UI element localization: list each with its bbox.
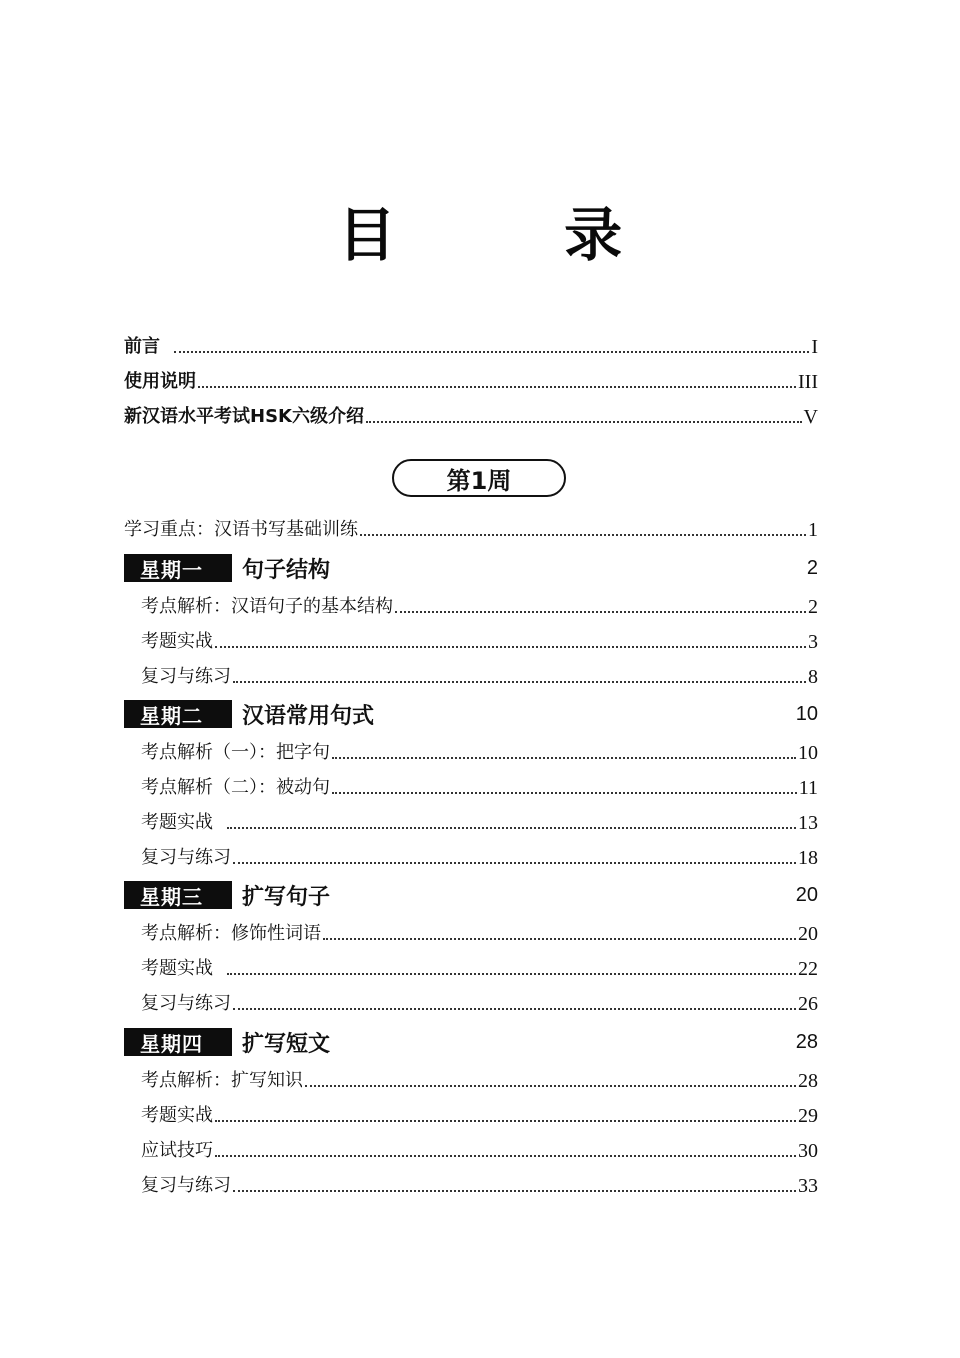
day-tag: 星期四 bbox=[124, 1028, 232, 1056]
toc-entry-label: 考点解析（二）：被动句 bbox=[141, 777, 330, 798]
toc-entry-label: 考题实战 bbox=[141, 812, 213, 833]
leader-dots bbox=[305, 1085, 796, 1087]
leader-dots bbox=[215, 646, 806, 648]
toc-entry[interactable] bbox=[141, 987, 818, 1015]
toc-entry-page: 33 bbox=[798, 1175, 818, 1197]
toc-entry-hsk-intro[interactable] bbox=[124, 400, 818, 428]
day-heading-tuesday[interactable] bbox=[124, 699, 818, 729]
toc-entry[interactable] bbox=[141, 1064, 818, 1092]
day-tag: 星期二 bbox=[124, 700, 232, 728]
toc-entry-page: 28 bbox=[798, 1070, 818, 1092]
leader-dots bbox=[227, 827, 796, 829]
toc-entry-label: 复习与练习 bbox=[141, 993, 231, 1014]
toc-entry[interactable] bbox=[141, 590, 818, 618]
toc-entry-page: 3 bbox=[808, 631, 818, 653]
toc-entry-label: 前言 bbox=[124, 336, 160, 357]
leader-dots bbox=[174, 351, 809, 353]
day-topic: 汉语常用句式 bbox=[242, 703, 375, 729]
toc-entry-page: 18 bbox=[798, 847, 818, 869]
leader-dots bbox=[215, 1120, 796, 1122]
toc-entry-page: 10 bbox=[798, 742, 818, 764]
day-page: 2 bbox=[806, 556, 818, 579]
leader-dots bbox=[395, 611, 806, 613]
toc-entry[interactable] bbox=[141, 660, 818, 688]
toc-entry-label: 考点解析：汉语句子的基本结构 bbox=[141, 596, 393, 617]
toc-entry[interactable] bbox=[141, 841, 818, 869]
toc-entry-page: 1 bbox=[808, 519, 818, 541]
day-tag: 星期三 bbox=[124, 881, 232, 909]
toc-entry[interactable] bbox=[141, 917, 818, 945]
leader-dots bbox=[332, 757, 796, 759]
leader-dots bbox=[323, 938, 796, 940]
leader-dots bbox=[366, 421, 802, 423]
day-topic: 句子结构 bbox=[242, 557, 331, 583]
day-page: 10 bbox=[795, 702, 818, 725]
toc-entry[interactable] bbox=[141, 806, 818, 834]
toc-entry-page: 13 bbox=[798, 812, 818, 834]
day-topic: 扩写句子 bbox=[242, 884, 331, 910]
toc-entry-label: 新汉语水平考试HSK六级介绍 bbox=[124, 406, 364, 427]
toc-entry-label: 考题实战 bbox=[141, 631, 213, 652]
leader-dots bbox=[233, 1008, 796, 1010]
toc-entry-page: 22 bbox=[798, 958, 818, 980]
day-tag: 星期一 bbox=[124, 554, 232, 582]
toc-entry[interactable] bbox=[141, 1169, 818, 1197]
toc-entry-page: 30 bbox=[798, 1140, 818, 1162]
toc-entry[interactable] bbox=[141, 771, 818, 799]
day-heading-monday[interactable] bbox=[124, 553, 818, 583]
toc-entry-label: 复习与练习 bbox=[141, 1175, 231, 1196]
week-heading: 第1周 bbox=[392, 459, 566, 497]
toc-entry-page: 8 bbox=[808, 666, 818, 688]
toc-entry-usage[interactable] bbox=[124, 365, 818, 393]
toc-entry[interactable] bbox=[141, 1134, 818, 1162]
toc-entry-page: 20 bbox=[798, 923, 818, 945]
leader-dots bbox=[360, 534, 806, 536]
toc-entry-label: 学习重点：汉语书写基础训练 bbox=[124, 519, 358, 540]
toc-entry-label: 考点解析：扩写知识 bbox=[141, 1070, 303, 1091]
toc-entry-label: 考题实战 bbox=[141, 1105, 213, 1126]
toc-entry-label: 考题实战 bbox=[141, 958, 213, 979]
leader-dots bbox=[215, 1155, 796, 1157]
leader-dots bbox=[227, 973, 796, 975]
toc-entry-label: 考点解析：修饰性词语 bbox=[141, 923, 321, 944]
toc-entry[interactable] bbox=[141, 736, 818, 764]
toc-entry-week-focus[interactable] bbox=[124, 513, 818, 541]
day-page: 20 bbox=[795, 883, 818, 906]
toc-entry-label: 考点解析（一）：把字句 bbox=[141, 742, 330, 763]
toc-entry-page: 29 bbox=[798, 1105, 818, 1127]
toc-entry-page: I bbox=[811, 336, 818, 358]
toc-entry-page: III bbox=[798, 371, 818, 393]
page-title: 目 录 bbox=[337, 201, 697, 269]
toc-entry[interactable] bbox=[141, 952, 818, 980]
toc-entry-preface[interactable] bbox=[124, 330, 818, 358]
day-heading-wednesday[interactable] bbox=[124, 880, 818, 910]
leader-dots bbox=[198, 386, 796, 388]
toc-entry-label: 应试技巧 bbox=[141, 1140, 213, 1161]
day-heading-thursday[interactable] bbox=[124, 1027, 818, 1057]
toc-entry[interactable] bbox=[141, 625, 818, 653]
toc-entry-label: 复习与练习 bbox=[141, 666, 231, 687]
leader-dots bbox=[233, 1190, 796, 1192]
leader-dots bbox=[332, 792, 797, 794]
toc-entry-page: 2 bbox=[808, 596, 818, 618]
leader-dots bbox=[233, 681, 806, 683]
toc-entry-page: 26 bbox=[798, 993, 818, 1015]
toc-entry-label: 复习与练习 bbox=[141, 847, 231, 868]
toc-entry-label: 使用说明 bbox=[124, 371, 196, 392]
leader-dots bbox=[233, 862, 796, 864]
toc-entry[interactable] bbox=[141, 1099, 818, 1127]
toc-entry-page: 11 bbox=[798, 777, 818, 799]
day-topic: 扩写短文 bbox=[242, 1031, 331, 1057]
day-page: 28 bbox=[795, 1030, 818, 1053]
toc-entry-page: V bbox=[803, 406, 818, 428]
